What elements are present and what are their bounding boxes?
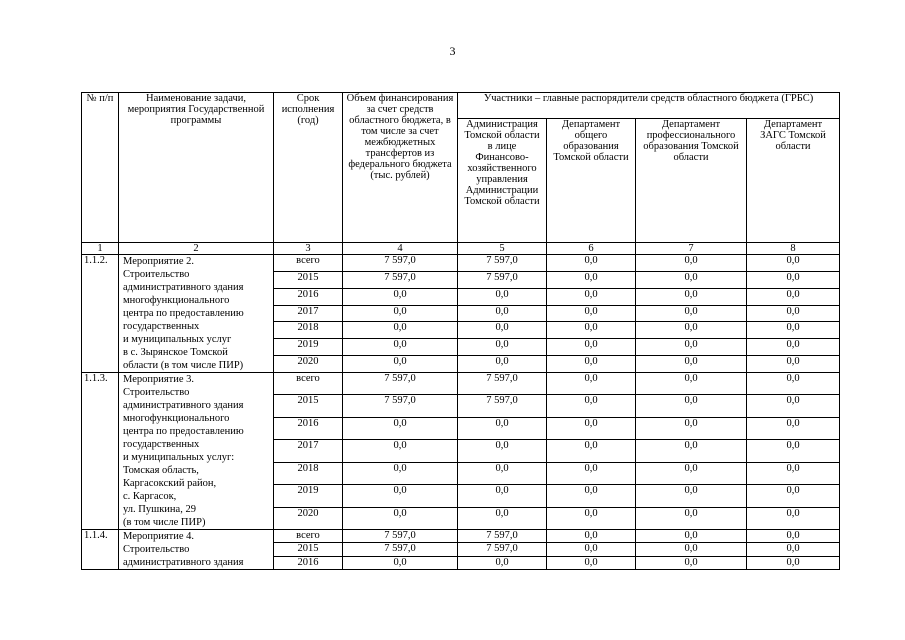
term-year: 2017	[274, 440, 343, 462]
admin-value: 7 597,0	[458, 373, 547, 395]
measure-name-line: и муниципальных услуг	[123, 334, 232, 345]
table-row	[82, 530, 840, 543]
measure-name-line: в с. Зырянское Томской	[123, 347, 228, 358]
admin-value: 7 597,0	[458, 271, 547, 288]
volume-value: 7 597,0	[343, 373, 458, 395]
column-number: 2	[119, 243, 274, 255]
dept-zags-value: 0,0	[747, 373, 840, 395]
column-number: 4	[343, 243, 458, 255]
dept-general-value: 0,0	[547, 530, 636, 543]
dept-zags-value: 0,0	[747, 305, 840, 322]
dept-general-value: 0,0	[547, 395, 636, 417]
measure-name	[119, 530, 274, 570]
volume-value: 7 597,0	[343, 395, 458, 417]
dept-prof-value: 0,0	[636, 271, 747, 288]
admin-value: 0,0	[458, 462, 547, 484]
page-number: 3	[449, 44, 456, 58]
term-year: всего	[274, 255, 343, 272]
volume-value: 0,0	[343, 305, 458, 322]
volume-value: 0,0	[343, 417, 458, 439]
measure-name-line: центра по предоставлению	[123, 308, 244, 319]
dept-general-value: 0,0	[547, 271, 636, 288]
table-body	[82, 243, 840, 570]
term-year: 2016	[274, 288, 343, 305]
volume-value: 0,0	[343, 462, 458, 484]
dept-prof-value: 0,0	[636, 485, 747, 507]
dept-prof-value: 0,0	[636, 556, 747, 569]
dept-general-value: 0,0	[547, 339, 636, 356]
dept-zags-value: 0,0	[747, 271, 840, 288]
dept-general-value: 0,0	[547, 255, 636, 272]
measure-name	[119, 255, 274, 373]
measure-name-line: с. Каргасок,	[123, 491, 177, 502]
measure-name-line: Строительство	[123, 544, 190, 555]
dept-general-value: 0,0	[547, 462, 636, 484]
volume-value: 0,0	[343, 556, 458, 569]
dept-zags-value: 0,0	[747, 440, 840, 462]
measure-name-line: многофункционального	[123, 295, 230, 306]
dept-zags-value: 0,0	[747, 556, 840, 569]
measure-name-line: Мероприятие 2.	[123, 256, 195, 267]
column-number: 5	[458, 243, 547, 255]
volume-value: 0,0	[343, 440, 458, 462]
dept-prof-value: 0,0	[636, 543, 747, 556]
volume-value: 0,0	[343, 339, 458, 356]
term-year: 2020	[274, 507, 343, 529]
admin-value: 0,0	[458, 356, 547, 373]
admin-value: 0,0	[458, 440, 547, 462]
dept-zags-value: 0,0	[747, 339, 840, 356]
term-year: 2015	[274, 543, 343, 556]
admin-value: 7 597,0	[458, 530, 547, 543]
dept-zags-value: 0,0	[747, 530, 840, 543]
measure-number: 1.1.4.	[82, 530, 119, 570]
term-year: 2018	[274, 322, 343, 339]
column-number: 7	[636, 243, 747, 255]
measure-name-line: Томская область,	[123, 465, 199, 476]
admin-value: 0,0	[458, 322, 547, 339]
column-number: 1	[82, 243, 119, 255]
measure-name	[119, 373, 274, 530]
admin-value: 7 597,0	[458, 395, 547, 417]
dept-zags-value: 0,0	[747, 485, 840, 507]
dept-general-value: 0,0	[547, 356, 636, 373]
term-year: 2015	[274, 395, 343, 417]
dept-prof-value: 0,0	[636, 395, 747, 417]
dept-zags-value: 0,0	[747, 395, 840, 417]
volume-value: 7 597,0	[343, 271, 458, 288]
dept-general-value: 0,0	[547, 373, 636, 395]
volume-value: 0,0	[343, 507, 458, 529]
dept-prof-value: 0,0	[636, 305, 747, 322]
table-row	[82, 255, 840, 272]
header-col-dept-zags: Департамент ЗАГС Томской области	[747, 119, 840, 243]
header-col-dept-prof: Департамент профессионального образования Томской области	[636, 119, 747, 243]
header-col-term: Срок исполнения (год)	[274, 93, 343, 243]
measure-name-line: государственных	[123, 321, 200, 332]
term-year: всего	[274, 530, 343, 543]
volume-value: 0,0	[343, 322, 458, 339]
measure-name-line: административного здания	[123, 400, 244, 411]
admin-value: 0,0	[458, 556, 547, 569]
dept-prof-value: 0,0	[636, 255, 747, 272]
term-year: 2018	[274, 462, 343, 484]
admin-value: 0,0	[458, 485, 547, 507]
term-year: 2017	[274, 305, 343, 322]
dept-general-value: 0,0	[547, 556, 636, 569]
dept-zags-value: 0,0	[747, 356, 840, 373]
measure-name-line: области (в том числе ПИР)	[123, 360, 244, 371]
measure-name-line: Строительство	[123, 387, 190, 398]
volume-value: 7 597,0	[343, 255, 458, 272]
budget-table	[81, 92, 840, 570]
term-year: всего	[274, 373, 343, 395]
dept-prof-value: 0,0	[636, 507, 747, 529]
dept-general-value: 0,0	[547, 543, 636, 556]
header-col-dept-general: Департамент общего образования Томской области	[547, 119, 636, 243]
volume-value: 7 597,0	[343, 543, 458, 556]
admin-value: 0,0	[458, 288, 547, 305]
measure-name-line: Мероприятие 3.	[123, 374, 195, 385]
measure-name-line: и муниципальных услуг:	[123, 452, 235, 463]
volume-value: 0,0	[343, 485, 458, 507]
dept-general-value: 0,0	[547, 507, 636, 529]
volume-value: 7 597,0	[343, 530, 458, 543]
dept-prof-value: 0,0	[636, 356, 747, 373]
admin-value: 7 597,0	[458, 255, 547, 272]
dept-prof-value: 0,0	[636, 339, 747, 356]
admin-value: 7 597,0	[458, 543, 547, 556]
dept-general-value: 0,0	[547, 288, 636, 305]
dept-general-value: 0,0	[547, 417, 636, 439]
dept-zags-value: 0,0	[747, 507, 840, 529]
dept-prof-value: 0,0	[636, 440, 747, 462]
dept-zags-value: 0,0	[747, 255, 840, 272]
column-number: 6	[547, 243, 636, 255]
admin-value: 0,0	[458, 305, 547, 322]
dept-prof-value: 0,0	[636, 462, 747, 484]
dept-prof-value: 0,0	[636, 288, 747, 305]
admin-value: 0,0	[458, 417, 547, 439]
dept-prof-value: 0,0	[636, 322, 747, 339]
dept-general-value: 0,0	[547, 322, 636, 339]
term-year: 2019	[274, 485, 343, 507]
table-row	[82, 373, 840, 395]
header-col-name: Наименование задачи, мероприятия Государственной программы	[119, 93, 274, 243]
term-year: 2015	[274, 271, 343, 288]
term-year: 2016	[274, 556, 343, 569]
measure-name-line: центра по предоставлению	[123, 426, 244, 437]
header-col-admin: Администрация Томской области в лице Финансово-хозяйственного управления Администрации Томской области	[458, 119, 547, 243]
term-year: 2020	[274, 356, 343, 373]
dept-zags-value: 0,0	[747, 417, 840, 439]
measure-name-line: ул. Пушкина, 29	[123, 504, 196, 515]
admin-value: 0,0	[458, 339, 547, 356]
measure-name-line: Каргасокский район,	[123, 478, 217, 489]
measure-name-line: административного здания	[123, 282, 244, 293]
measure-number: 1.1.3.	[82, 373, 119, 530]
column-number: 3	[274, 243, 343, 255]
header-col-no: № п/п	[82, 93, 119, 243]
term-year: 2019	[274, 339, 343, 356]
volume-value: 0,0	[343, 356, 458, 373]
dept-zags-value: 0,0	[747, 322, 840, 339]
volume-value: 0,0	[343, 288, 458, 305]
dept-prof-value: 0,0	[636, 417, 747, 439]
dept-general-value: 0,0	[547, 440, 636, 462]
measure-number: 1.1.2.	[82, 255, 119, 373]
term-year: 2016	[274, 417, 343, 439]
column-number: 8	[747, 243, 840, 255]
measure-name-line: Строительство	[123, 269, 190, 280]
measure-name-line: (в том числе ПИР)	[123, 517, 206, 528]
dept-prof-value: 0,0	[636, 530, 747, 543]
dept-zags-value: 0,0	[747, 543, 840, 556]
measure-name-line: государственных	[123, 439, 200, 450]
header-col-volume: Объем финансирования за счет средств областного бюджета, в том числе за счет межбюджетных трансфертов из федерального бюджета (тыс. рублей)	[343, 93, 458, 243]
dept-general-value: 0,0	[547, 485, 636, 507]
dept-general-value: 0,0	[547, 305, 636, 322]
dept-prof-value: 0,0	[636, 373, 747, 395]
admin-value: 0,0	[458, 507, 547, 529]
measure-name-line: многофункционального	[123, 413, 230, 424]
dept-zags-value: 0,0	[747, 288, 840, 305]
header-col-participants: Участники – главные распорядители средств областного бюджета (ГРБС)	[458, 93, 840, 119]
measure-name-line: административного здания	[123, 557, 244, 568]
column-number-row	[82, 243, 840, 255]
dept-zags-value: 0,0	[747, 462, 840, 484]
measure-name-line: Мероприятие 4.	[123, 531, 195, 542]
